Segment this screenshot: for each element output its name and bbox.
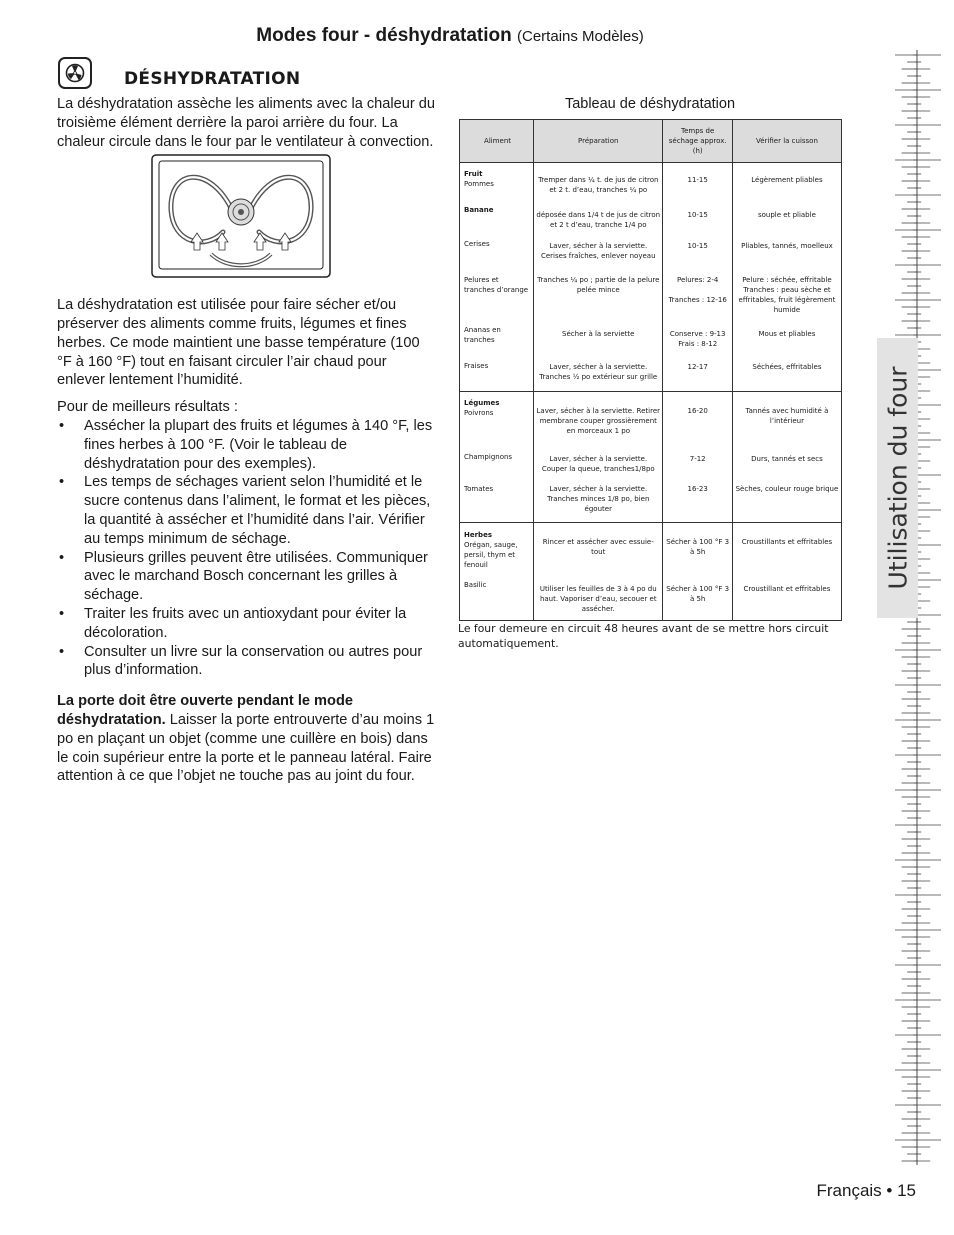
check-cell: Pelure : séchée, effritable Tranches : peau sèche et effritables, fruit légèrement humide bbox=[732, 269, 841, 319]
header-verifier: Vérifier la cuisson bbox=[732, 120, 841, 163]
food-name: Pommes bbox=[464, 180, 494, 188]
time-cell: Conserve : 9-13 bbox=[669, 330, 726, 338]
table-row bbox=[460, 357, 842, 392]
header-aliment: Aliment bbox=[460, 120, 534, 163]
table-row bbox=[460, 269, 842, 319]
time-cell: Sécher à 100 °F 3 à 5h bbox=[663, 580, 732, 621]
food-name: Fraises bbox=[460, 357, 534, 392]
table-row bbox=[460, 235, 842, 269]
food-name: Basilic bbox=[460, 580, 534, 621]
check-cell: Séchées, effritables bbox=[732, 357, 841, 392]
table-row bbox=[460, 450, 842, 482]
header-temps: Temps de séchage approx. (h) bbox=[663, 120, 732, 163]
check-cell: Sèches, couleur rouge brique bbox=[732, 482, 841, 523]
door-note bbox=[57, 692, 437, 786]
table-row bbox=[460, 392, 842, 451]
dehydration-table bbox=[459, 119, 842, 621]
time-cell-secondary: Frais : 8-12 bbox=[678, 340, 718, 348]
prep-cell: Sécher à la serviette bbox=[534, 319, 663, 357]
food-name: Poivrons bbox=[464, 409, 494, 417]
check-cell: Mous et pliables bbox=[732, 319, 841, 357]
check-cell: Durs, tannés et secs bbox=[732, 450, 841, 482]
table-header-row bbox=[460, 120, 842, 163]
header-preparation: Préparation bbox=[534, 120, 663, 163]
auto-off-note: Le four demeure en circuit 48 heures avant de se mettre hors circuit automatiquement. bbox=[458, 622, 829, 650]
time-cell: 11-15 bbox=[663, 163, 732, 206]
tip-item: • Traiter les fruits avec un antioxydant pour éviter la décoloration. bbox=[57, 605, 437, 643]
time-cell: 7-12 bbox=[663, 450, 732, 482]
body-paragraph: La déshydratation est utilisée pour faire sécher et/ou préserver des aliments comme fruits, légumes et fines herbes. Ce mode maintient une basse température (100 °F à 160 °F) tout en faisant circuler l’air chaud pour enlever lentement l’humidité. bbox=[57, 297, 420, 389]
page-title-sub: (Certains Modèles) bbox=[517, 28, 644, 45]
check-cell: Légèrement pliables bbox=[732, 163, 841, 206]
tips-list bbox=[57, 417, 437, 680]
food-name: Pelures et tranches d’orange bbox=[460, 269, 534, 319]
prep-cell: déposée dans 1/4 t de jus de citron et 2 t d’eau, tranche 1/4 po bbox=[534, 205, 663, 235]
category-label: Banane bbox=[464, 206, 494, 214]
time-cell: 16-20 bbox=[663, 392, 732, 451]
table-row bbox=[460, 205, 842, 235]
table-row bbox=[460, 482, 842, 523]
prep-cell: Laver, sécher à la serviette. Tranches ½ po extérieur sur grille bbox=[534, 357, 663, 392]
food-name: Cerises bbox=[460, 235, 534, 269]
table-row bbox=[460, 523, 842, 581]
table-row bbox=[460, 580, 842, 621]
food-name: Ananas en tranches bbox=[460, 319, 534, 357]
oven-airflow-illustration bbox=[151, 154, 331, 278]
section-tab bbox=[877, 338, 918, 618]
intro-paragraph: La déshydratation assèche les aliments avec la chaleur du troisième élément derrière la paroi arrière du four. La chaleur circule dans le four par le ventilateur à convection. bbox=[57, 96, 436, 150]
food-name: Tomates bbox=[460, 482, 534, 523]
tip-item: • Les temps de séchages varient selon l’humidité et le sucre contenus dans l’aliment, le format et les pièces, la quantité à assécher et l’humidité dans l’air. Vérifier au temps minimum de séchage. bbox=[57, 473, 437, 548]
time-cell: 10-15 bbox=[663, 205, 732, 235]
prep-cell: Laver, sécher à la serviette. Couper la queue, tranches1/8po bbox=[534, 450, 663, 482]
page-title bbox=[0, 25, 900, 47]
section-tab-label: Utilisation du four bbox=[883, 366, 912, 590]
time-cell: 10-15 bbox=[663, 235, 732, 269]
prep-cell: Utiliser les feuilles de 3 à 4 po du haut. Vaporiser d’eau, secouer et assécher. bbox=[534, 580, 663, 621]
check-cell: souple et pliable bbox=[732, 205, 841, 235]
time-cell: 12-17 bbox=[663, 357, 732, 392]
time-cell: Sécher à 100 °F 3 à 5h bbox=[663, 523, 732, 581]
food-name: Champignons bbox=[460, 450, 534, 482]
prep-cell: Laver, sécher à la serviette. Tranches minces 1/8 po, bien égouter bbox=[534, 482, 663, 523]
page-footer: Français • 15 bbox=[816, 1181, 916, 1200]
tip-item: • Assécher la plupart des fruits et légumes à 140 °F, les fines herbes à 100 °F. (Voir le tableau de déshydratation pour des exemples). bbox=[57, 417, 437, 473]
time-cell: Pelures: 2-4 bbox=[677, 276, 719, 284]
fan-icon bbox=[58, 57, 92, 89]
category-label: Fruit bbox=[464, 170, 483, 178]
door-note-bold: La porte doit être ouverte pendant le mode déshydratation. bbox=[57, 693, 353, 728]
check-cell: Croustillant et effritables bbox=[732, 580, 841, 621]
category-label: Légumes bbox=[464, 399, 500, 407]
left-column bbox=[57, 95, 437, 786]
time-cell: 16-23 bbox=[663, 482, 732, 523]
table-row bbox=[460, 163, 842, 206]
section-heading: DÉSHYDRATATION bbox=[124, 69, 301, 89]
time-cell-secondary: Tranches : 12-16 bbox=[668, 296, 727, 304]
prep-cell: Tremper dans ¼ t. de jus de citron et 2 t. d’eau, tranches ¼ po bbox=[534, 163, 663, 206]
check-cell: Croustillants et effritables bbox=[732, 523, 841, 581]
table-caption: Tableau de déshydratation bbox=[564, 96, 736, 112]
check-cell: Tannés avec humidité à l’intérieur bbox=[732, 392, 841, 451]
table-row bbox=[460, 319, 842, 357]
page-title-main: Modes four - déshydratation bbox=[256, 25, 512, 46]
food-name: Orégan, sauge, persil, thym et fenouil bbox=[464, 541, 518, 569]
prep-cell: Laver, sécher à la serviette. Retirer membrane couper grossièrement en morceaux 1 po bbox=[534, 392, 663, 451]
prep-cell: Laver, sécher à la serviette. Cerises fraîches, enlever noyeau bbox=[534, 235, 663, 269]
door-note-text: Laisser la porte entrouverte d’au moins 1 po en plaçant un objet (comme une cuillère en bois) dans le coin supérieur entre la porte et le panneau latéral. Faire attention à ce que l’objet ne touche pas au joint du four. bbox=[57, 711, 435, 785]
tip-item: • Consulter un livre sur la conservation ou autres pour plus d’information. bbox=[57, 643, 437, 681]
tip-item: • Plusieurs grilles peuvent être utilisées. Communiquer avec le marchand Bosch concernant les grilles à séchage. bbox=[57, 549, 437, 605]
prep-cell: Tranches ¼ po ; partie de la pelure pelée mince bbox=[534, 269, 663, 319]
check-cell: Pliables, tannés, moelleux bbox=[732, 235, 841, 269]
results-intro: Pour de meilleurs résultats : bbox=[57, 399, 238, 416]
category-label: Herbes bbox=[464, 531, 492, 539]
prep-cell: Rincer et assécher avec essuie-tout bbox=[534, 523, 663, 581]
